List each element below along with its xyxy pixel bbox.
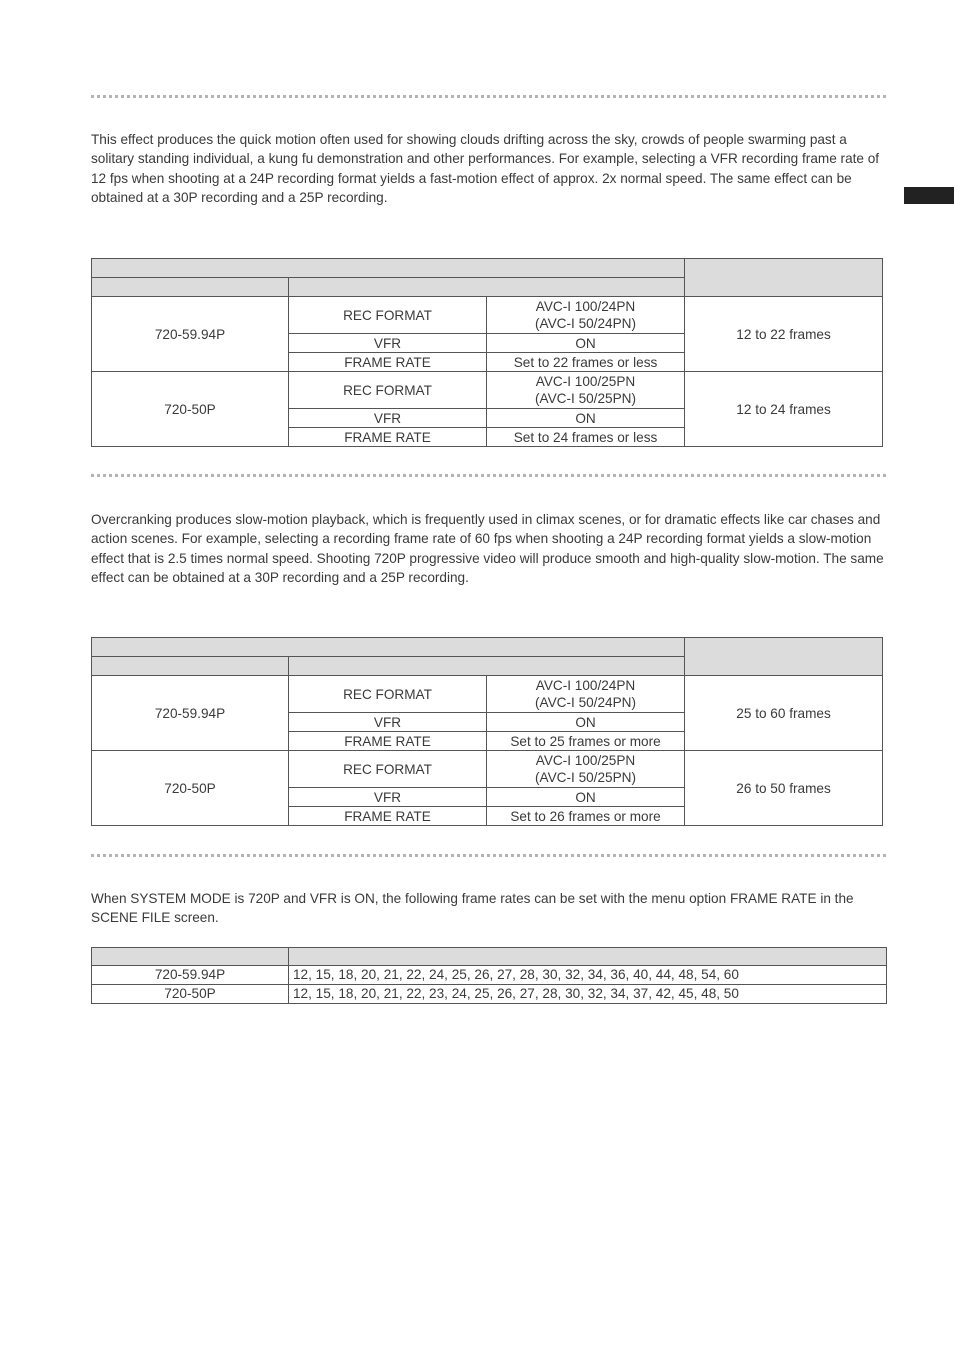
setting-value-cell: Set to 22 frames or less — [487, 353, 685, 372]
section-divider — [91, 854, 886, 857]
table-header-cell — [92, 638, 685, 657]
chapter-tab-marker — [904, 187, 954, 204]
setting-value-cell: Set to 26 frames or more — [487, 807, 685, 826]
section-divider — [91, 474, 886, 477]
setting-value-cell: AVC-I 100/25PN (AVC-I 50/25PN) — [487, 751, 685, 788]
frame-range-cell: 26 to 50 frames — [685, 751, 883, 826]
frame-range-cell: 25 to 60 frames — [685, 676, 883, 751]
setting-item-cell: VFR — [289, 409, 487, 428]
table-header-cell — [685, 638, 883, 676]
system-mode-cell: 720-50P — [92, 372, 289, 447]
section-divider — [91, 95, 886, 98]
undercrank-settings-table — [91, 258, 883, 447]
frame-rate-table — [91, 947, 887, 1004]
setting-value-cell: AVC-I 100/24PN (AVC-I 50/24PN) — [487, 676, 685, 713]
setting-item-cell: FRAME RATE — [289, 807, 487, 826]
undercrank-paragraph: This effect produces the quick motion often used for showing clouds drifting across the sky, crowds of people swarming past a solitary standing individual, a kung fu demonstration and other performances. For example, selecting a VFR recording frame rate of 12 fps when shooting at a 24P recording format yields a fast-motion effect of approx. 2x normal speed. The same effect can be obtained at a 30P recording and a 25P recording. — [91, 132, 880, 205]
system-mode-cell: 720-59.94P — [92, 676, 289, 751]
setting-item-cell: REC FORMAT — [289, 751, 487, 788]
setting-item-cell: VFR — [289, 788, 487, 807]
table-header-cell — [289, 948, 887, 966]
setting-item-cell: REC FORMAT — [289, 676, 487, 713]
setting-value-cell: AVC-I 100/25PN (AVC-I 50/25PN) — [487, 372, 685, 409]
setting-item-cell: FRAME RATE — [289, 353, 487, 372]
setting-value-cell: ON — [487, 788, 685, 807]
table-header-cell — [92, 657, 289, 676]
setting-item-cell: REC FORMAT — [289, 297, 487, 334]
setting-item-cell: VFR — [289, 713, 487, 732]
setting-value-cell: Set to 25 frames or more — [487, 732, 685, 751]
table-header-cell — [289, 657, 685, 676]
setting-value-cell: ON — [487, 334, 685, 353]
setting-value-cell: ON — [487, 409, 685, 428]
frame-rate-paragraph: When SYSTEM MODE is 720P and VFR is ON, the following frame rates can be set with the menu option FRAME RATE in the SCENE FILE screen. — [91, 891, 854, 926]
table-header-cell — [685, 259, 883, 297]
setting-value-cell: Set to 24 frames or less — [487, 428, 685, 447]
frame-range-cell: 12 to 24 frames — [685, 372, 883, 447]
table-header-cell — [92, 948, 289, 966]
setting-item-cell: FRAME RATE — [289, 732, 487, 751]
system-mode-cell: 720-59.94P — [92, 966, 289, 985]
overcrank-paragraph: Overcranking produces slow-motion playback, which is frequently used in climax scenes, or for dramatic effects like car chases and action scenes. For example, selecting a recording frame rate of 60 fps when shooting a 24P recording format yields a slow-motion effect that is 2.5 times normal speed. Shooting 720P progressive video will produce smooth and high-quality slow-motion. The same effect can be obtained at a 30P recording and a 25P recording. — [91, 512, 884, 585]
setting-item-cell: FRAME RATE — [289, 428, 487, 447]
system-mode-cell: 720-59.94P — [92, 297, 289, 372]
table-header-cell — [289, 278, 685, 297]
table-header-cell — [92, 278, 289, 297]
system-mode-cell: 720-50P — [92, 985, 289, 1004]
frame-range-cell: 12 to 22 frames — [685, 297, 883, 372]
frame-rates-cell: 12, 15, 18, 20, 21, 22, 24, 25, 26, 27, 28, 30, 32, 34, 36, 40, 44, 48, 54, 60 — [289, 966, 887, 985]
table-header-cell — [92, 259, 685, 278]
overcrank-settings-table — [91, 637, 883, 826]
setting-value-cell: AVC-I 100/24PN (AVC-I 50/24PN) — [487, 297, 685, 334]
setting-item-cell: REC FORMAT — [289, 372, 487, 409]
setting-item-cell: VFR — [289, 334, 487, 353]
frame-rates-cell: 12, 15, 18, 20, 21, 22, 23, 24, 25, 26, 27, 28, 30, 32, 34, 37, 42, 45, 48, 50 — [289, 985, 887, 1004]
setting-value-cell: ON — [487, 713, 685, 732]
system-mode-cell: 720-50P — [92, 751, 289, 826]
